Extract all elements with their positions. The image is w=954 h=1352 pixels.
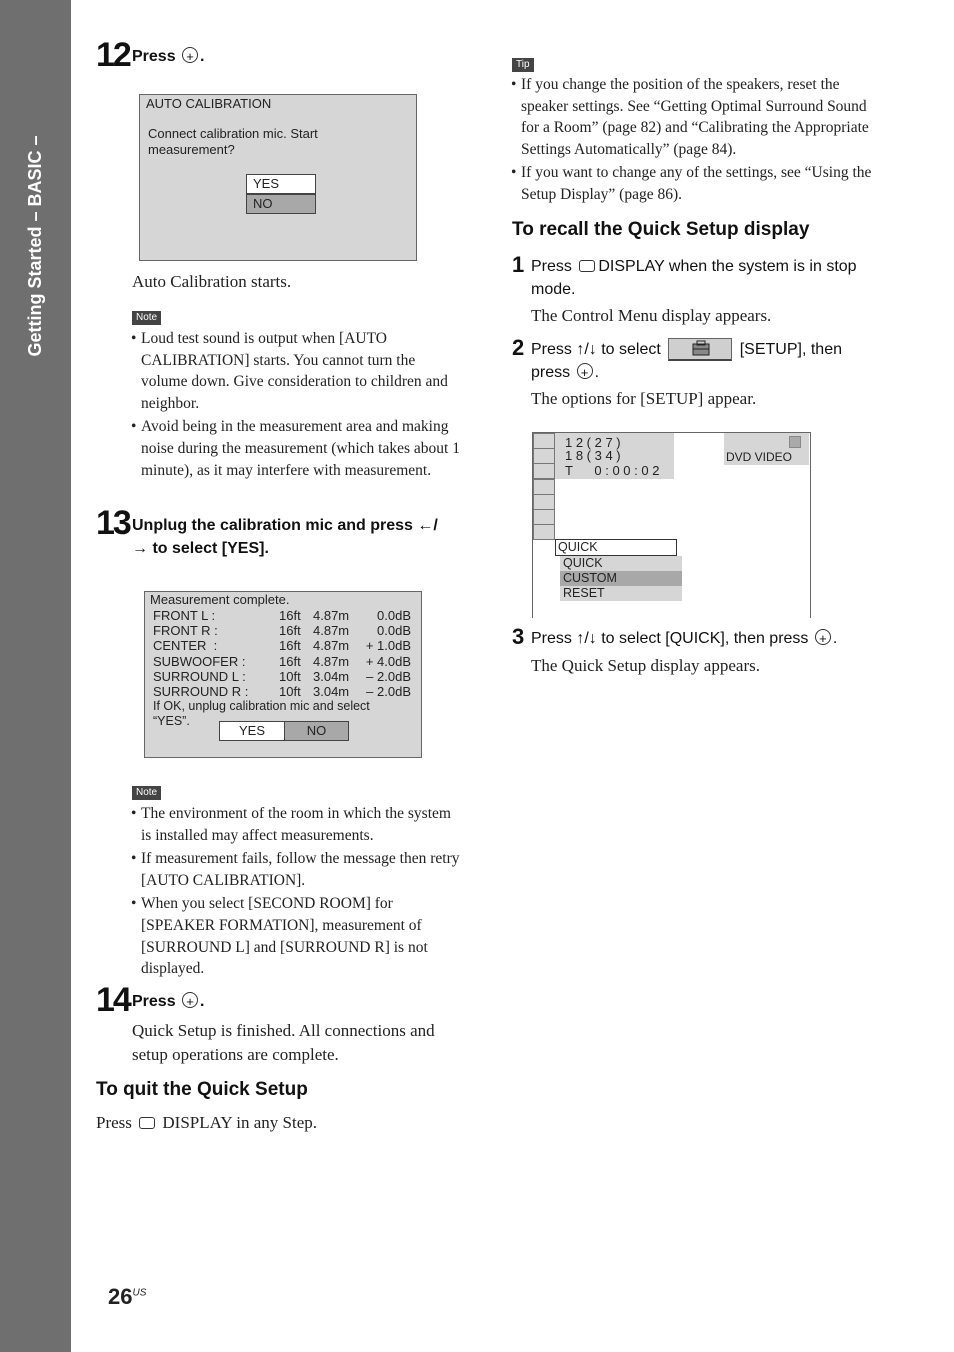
recall-step3-result: The Quick Setup display appears.: [531, 656, 760, 675]
enter-button-icon: [815, 629, 831, 645]
step-number-12: 12: [96, 36, 130, 74]
no-option[interactable]: NO: [246, 194, 316, 214]
menu-icon-slot[interactable]: [533, 448, 555, 464]
enter-button-icon: [182, 992, 198, 1008]
measurement-ft: 10ft: [279, 668, 301, 684]
note2-list: [131, 803, 461, 982]
recall-step1-result: The Control Menu display appears.: [531, 306, 772, 325]
measurement-m: 3.04m: [313, 684, 350, 699]
step12-instruction: Press + .: [132, 45, 205, 68]
menu-icon-slot[interactable]: [533, 479, 555, 495]
measurement-ft: 16ft: [279, 608, 301, 623]
measurement-name: SURROUND R :: [153, 684, 249, 699]
page-number: $26^{US}$: [108, 1284, 147, 1309]
measurement-m: 4.87m: [313, 623, 350, 639]
measurement-m: 4.87m: [313, 608, 350, 623]
menu-icon-slot[interactable]: [533, 433, 555, 449]
measurement-db: – 2.0dB: [366, 668, 411, 684]
note1-list: [131, 328, 461, 483]
measurement-ft: 16ft: [279, 623, 301, 639]
recall-step-number-2: 2: [512, 335, 525, 360]
measurement-ft: 10ft: [279, 684, 301, 699]
list-item: • Avoid being in the measurement area and making noise during the measurement (which takes about 1 minute), as it may interfere with measurement.: [131, 416, 461, 481]
measurement-db: + 1.0dB: [365, 638, 411, 654]
measurement-name: FRONT R :: [153, 623, 218, 639]
step14-instruction: Press + .: [132, 990, 205, 1013]
measurement-ft: 16ft: [279, 638, 301, 654]
step-number-13: 13: [96, 504, 130, 542]
measurement-screen: [144, 591, 422, 758]
screen-message: Connect calibration mic. Start measurement?: [148, 126, 318, 157]
menu-icon-slot[interactable]: [533, 494, 555, 510]
measurement-db: 0.0dB: [377, 608, 411, 623]
option-custom[interactable]: CUSTOM: [560, 571, 682, 586]
auto-calibration-screen: [139, 94, 417, 261]
sidebar-tab: [0, 0, 71, 1352]
recall-step3-instruction: Press ↑/↓ to select [QUICK], then press + .: [531, 627, 901, 650]
measurement-db: + 4.0dB: [365, 653, 411, 669]
setup-screen: [532, 432, 811, 618]
yes-option[interactable]: YES: [246, 174, 316, 194]
measurement-name: FRONT L :: [153, 608, 216, 623]
list-item: • The environment of the room in which the system is installed may affect measurements.: [131, 803, 461, 846]
step-number-14: 14: [96, 981, 130, 1019]
menu-icon-slot[interactable]: [533, 524, 555, 540]
step13-instruction: Unplug the calibration mic and press ←/ → to select [YES].: [132, 517, 438, 557]
measurement-name: CENTER :: [153, 638, 218, 654]
disc-info-panel: [555, 433, 674, 479]
recall-step-number-1: 1: [512, 252, 525, 277]
time-info: T 0 : 0 0 : 0 2: [565, 463, 660, 478]
measurement-ft: 16ft: [279, 653, 301, 669]
toolbox-icon: [669, 339, 731, 359]
option-quick[interactable]: QUICK: [560, 556, 682, 571]
screen-title: AUTO CALIBRATION: [146, 96, 272, 111]
setup-icon: [668, 338, 732, 361]
recall-step2-instruction: Press ↑/↓ to select [SETUP], then press + .: [531, 338, 891, 384]
step14-result: Quick Setup is finished. All connections and setup operations are complete.: [132, 1021, 435, 1064]
measurement-name: SURROUND L :: [153, 668, 246, 684]
chapter-info: 1 8 ( 3 4 ): [565, 448, 621, 463]
section-title: Getting Started – BASIC –: [25, 135, 45, 357]
measurement-m: 4.87m: [313, 653, 350, 669]
measurement-db: – 2.0dB: [366, 684, 411, 699]
list-item: • If measurement fails, follow the message then retry [AUTO CALIBRATION].: [131, 848, 461, 891]
tip-label: Tip: [512, 58, 534, 72]
display-button-icon: [139, 1117, 155, 1129]
title-info: 1 2 ( 2 7 ): [565, 435, 621, 450]
note-label: Note: [132, 786, 161, 800]
note-label: Note: [132, 311, 161, 325]
tip-list: [511, 74, 883, 208]
menu-icon-slot[interactable]: [533, 463, 555, 479]
measurement-db: 0.0dB: [377, 623, 411, 639]
display-button-icon: [579, 260, 595, 272]
recall-step-number-3: 3: [512, 624, 525, 649]
recall-step2-result: The options for [SETUP] appear.: [531, 389, 757, 408]
list-item: • When you select [SECOND ROOM] for [SPEAKER FORMATION], measurement of [SURROUND L] and [SURROUND R] is not displayed.: [131, 893, 461, 979]
measurement-m: 3.04m: [313, 668, 350, 684]
list-item: • Loud test sound is output when [AUTO CALIBRATION] starts. You cannot turn the volume down. Give consideration to children and neighbor.: [131, 328, 461, 414]
list-item: • If you want to change any of the settings, see “Using the Setup Display” (page 86).: [511, 162, 883, 205]
enter-button-icon: [577, 363, 593, 379]
menu-icon-slot[interactable]: [533, 509, 555, 525]
option-reset[interactable]: RESET: [560, 586, 682, 601]
recall-heading: To recall the Quick Setup display: [512, 219, 810, 240]
quit-text: Press DISPLAY in any Step.: [96, 1113, 317, 1132]
measurement-title: Measurement complete.: [150, 592, 290, 607]
setup-selected-field[interactable]: QUICK: [555, 539, 677, 556]
status-indicator: [789, 436, 801, 448]
source-panel: [724, 433, 809, 465]
source-label: DVD VIDEO: [726, 450, 793, 464]
list-item: • If you change the position of the speakers, reset the speaker settings. See “Getting Optimal Surround Sound for a Room” (page 82) and “Calibrating the Appropriate Settings Automatically” (page 84).: [511, 74, 883, 160]
step12-result: Auto Calibration starts.: [132, 272, 292, 291]
quit-heading: To quit the Quick Setup: [96, 1079, 308, 1100]
recall-step1-instruction: Press DISPLAY when the system is in stop mode.: [531, 258, 857, 298]
measurement-instruction: If OK, unplug calibration mic and select “YES”.: [153, 699, 370, 728]
measurement-m: 4.87m: [313, 638, 350, 654]
no-option[interactable]: NO: [284, 721, 349, 741]
measurement-name: SUBWOOFER :: [153, 653, 246, 669]
yes-option[interactable]: YES: [219, 721, 285, 741]
enter-button-icon: [182, 47, 198, 63]
step12-text: Press: [132, 48, 176, 65]
